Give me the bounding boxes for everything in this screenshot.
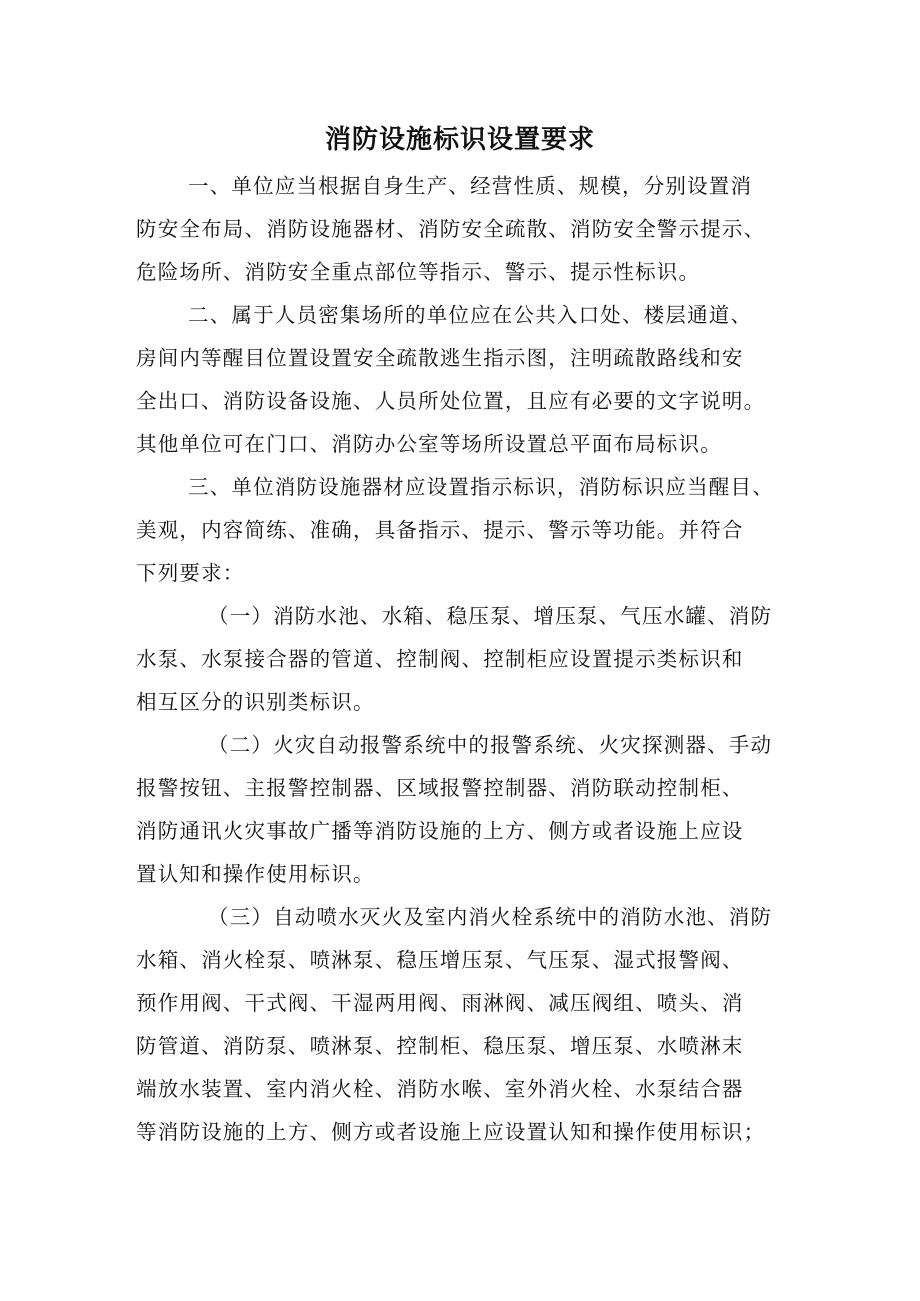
paragraph-line: 全出口、消防设备设施、人员所处位置，且应有必要的文字说明。 [136, 389, 766, 413]
paragraph-line: 三、单位消防设施器材应设置指示标识，消防标识应当醒目、 [188, 475, 774, 499]
paragraph-line: 美观，内容简练、准确，具备指示、提示、警示等功能。并符合 [136, 518, 744, 542]
paragraph-line: 预作用阀、干式阀、干湿两用阀、雨淋阀、减压阀组、喷头、消 [136, 991, 744, 1015]
paragraph-line: 房间内等醒目位置设置安全疏散逃生指示图，注明疏散路线和安 [136, 346, 744, 370]
paragraph-line: 端放水装置、室内消火栓、消防水喉、室外消火栓、水泵结合器 [136, 1077, 744, 1101]
paragraph-line: 相互区分的识别类标识。 [136, 690, 375, 714]
paragraph-line: 置认知和操作使用标识。 [136, 862, 375, 886]
paragraph-line: 水箱、消火栓泵、喷淋泵、稳压增压泵、气压泵、湿式报警阀、 [136, 948, 744, 972]
paragraph-line: 等消防设施的上方、侧方或者设施上应设置认知和操作使用标识； [136, 1120, 766, 1144]
paragraph-line: （一）消防水池、水箱、稳压泵、增压泵、气压水罐、消防 [208, 604, 773, 628]
document-title: 消防设施标识设置要求 [324, 125, 595, 155]
paragraph-line: 下列要求： [136, 561, 245, 585]
paragraph-line: 危险场所、消防安全重点部位等指示、警示、提示性标识。 [136, 260, 701, 284]
paragraph-line: 一、单位应当根据自身生产、经营性质、规模，分别设置消 [188, 174, 753, 198]
paragraph-line: 报警按钮、主报警控制器、区域报警控制器、消防联动控制柜、 [136, 776, 744, 800]
paragraph-line: （二）火灾自动报警系统中的报警系统、火灾探测器、手动 [208, 733, 773, 757]
paragraph-line: 其他单位可在门口、消防办公室等场所设置总平面布局标识。 [136, 432, 722, 456]
paragraph-line: 水泵、水泵接合器的管道、控制阀、控制柜应设置提示类标识和 [136, 647, 744, 671]
paragraph-line: 二、属于人员密集场所的单位应在公共入口处、楼层通道、 [188, 303, 753, 327]
paragraph-line: （三）自动喷水灭火及室内消火栓系统中的消防水池、消防 [208, 905, 773, 929]
paragraph-line: 消防通讯火灾事故广播等消防设施的上方、侧方或者设施上应设 [136, 819, 744, 843]
paragraph-line: 防安全布局、消防设施器材、消防安全疏散、消防安全警示提示、 [136, 217, 766, 241]
paragraph-line: 防管道、消防泵、喷淋泵、控制柜、稳压泵、增压泵、水喷淋末 [136, 1034, 744, 1058]
